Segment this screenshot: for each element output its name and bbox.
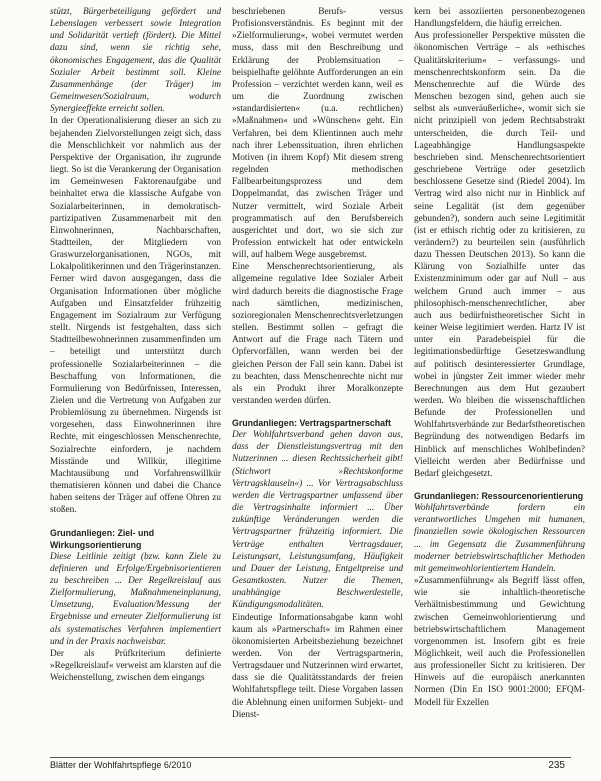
paragraph: beschriebenen Berufs- versus Profisionsverständnis. Es beginnt mit der »Zielformulierung«, wobei vermutet werden muss, dass mit den Beschreibung und Erklärung der Problemsituation – beispielhafte gelöhnte Aufforderungen an ein Profession – verzichtet werden kann, weil es um die Zuordnung zwischen »standardisierten« (u.a. rechtlichen) »Maßnahmen« und »Wünschen« geht. Ein Verfahren, bei dem Klientinnen auch mehr nach ihrer Lebenssituation, ihren ehrlichen Motiven (in ihrem Kopf) Mit diesem streng regelnden methodischen Fallbearbeitungsprozess und dem Doppelmandat, das zwischen Träger und Nutzer vermittelt, wird Soziale Arbeit programmatisch auf den Berufsbereich ausgerichtet und dort, wo sie sich zur Profession entwickelt hat oder entwickeln will, auf halbem Wege ausgebremst.: [232, 7, 403, 261]
section-heading: Grundanliegen: Ziel- und Wirkungsorientierung: [50, 527, 155, 550]
section-heading: Grundanliegen: Ressourcenorientierung: [414, 491, 584, 502]
paragraph: Aus professioneller Perspektive müssten die ökonomischen Verträge – als »ethisches Qualitätskriterium« – verfassungs- und menschenrechtskonform sein. Da die Menschenrechte auf die Würde des Menschen bezogen sind, gehen auch sie selbst als »unveräußerliche«, womit sich sie nicht prinzipiell von jedem Rechtsabstrakt unterscheiden, die durch Teil- und Lageabhängige Handlungsaspekte beschrieben sind. Menschenrechtsorientiert geschriebene Verträge oder gesetzlich beschlossene Gesetze sind (Riedel 2004). Im Vertrag wird also nicht nur in Hinblick auf seine Legalität (ist dem gegenüber gebunden?), sondern auch seine Legitimität (ist er ethisch richtig oder zu kritisieren, zu verändern?) zu beurteilen sein (ausführlich dazu Thessen Deutschen 2013). So kann die Klärung von Sozialhilfe unter das Existenzminimum oder gar auf Null – aus welchem Grund auch immer – aus philosophisch-menschenrechtlicher, aber auch aus bedürfnistheoretischer Sicht in keiner Weise legitimiert werden. Hartz IV ist unter ein Paradebeispiel für die legitimationsbedürftige Gesetzeswandlung auf politisch desinteressierter Grundlage, wobei in jüngster Zeit immer wieder mehr Berechnungen aus dem Hut gezaubert werden. Wo bleiben die wissenschaftlichen Befunde der Professionellen und Wohlfahrtsverbände zur Bedarfstheoretischen Begründung des notwendigen Bedarfs im Hinblick auf menschliches Wohlbefinden? Vielleicht werden aber Bedürfnisse und Bedarf gleichgesetzt.: [414, 31, 585, 479]
page-number: 235: [548, 760, 565, 771]
column-middle: [232, 6, 403, 721]
quoted-paragraph: Diese Leitlinie zeitigt (bzw. kann Ziele zu definieren und Erfolge/Ergebnisorientieren zu beschreiben ... Der Regelkreislauf aus Zielformulierung, Maßnahmeneinplanung, Umsetzung, Evaluation/Messung der Ergebnisse und erneuter Zielformulierung ist als systematisches Verfahren implementiert und in der Praxis nachweisbar.: [50, 551, 221, 647]
journal-citation: Blätter der Wohlfahrtspflege 6/2010: [50, 760, 192, 770]
quoted-paragraph: Wohlfahrtsverbände fordern ein verantwortliches Umgehen mit humanen, finanziellen sowie ökologischen Ressourcen ... im Gegensatz die Zusammenführung moderner betriebswirtschaftlicher Methoden mit gemeinwohlorientiertem Handeln.: [414, 503, 585, 574]
paragraph: In der Operationalisierung dieser an sich zu bejahenden Zielvorstellungen zeigt sich, dass die Menschlichkeit vor nahmlich aus der Perspektive der Organisation, ihr zugrunde liegt. So ist die Verankerung der Organisation im Gemeinwesen Faktorenaufgabe und beinhaltet etwa die klassische Aufgabe von Sozialarbeiterinnen, in demokratisch-partizipativen Zusammenarbeit mit den Einwohnerinnen, Nachbarschaften, Stadtteilen, der Mitgliedern von Graswurzelorganisationen, NGOs, mit Lokalpolitikerinnen und den Trägerinstanzen. Ferner wird davon ausgegangen, dass die Organisation Informationen über mögliche Aufgaben und Einsatzfelder frühzeitig Engagement im Sozialraum zur Verfügung stellt. Nirgends ist festgehalten, dass sich Stadtteilbewohnerinnen zusammenfinden um – beteiligt und unterstützt durch professionelle Sozialarbeiterinnen – die Beschaffung von Informationen, die Formulierung von Bedürfnissen, Interessen, Zielen und die Vertretung von Aufgaben zur Problemlösung zu übernehmen. Nirgends ist vorgesehen, dass Einwohnerinnen ihre Rechte, mit eingeschlossen Menschenrechte, Sozialrechte einfordern, je nachdem Misstände und Willkür, illegitime Machtausübung und Vorfahrenswillkür thematisieren können und dabei die Chance haben seitens der Träger auf offene Ohren zu stoßen.: [50, 116, 221, 516]
paragraph: Eine Menschenrechtsorientierung, als allgemeine regulative Idee Sozialer Arbeit wird dadurch bereits die diagnostische Frage nach sämtlichen, medizinischen, sozioregionalen Menschenrechtsverletzungen stellen. Bestimmt sollen – gefragt die Antwort auf die Frage nach Tätern und Opfervorfällen, wann werden bei der gleichen Person der Fall sein kann. Dabei ist zu beachten, dass Menschenrechte nicht nur als ein Produkt ihrer Moralkonzepte verstanden werden dürfen.: [232, 262, 403, 406]
page-footer: [50, 757, 571, 770]
column-left: [50, 6, 221, 684]
paragraph: kern bei assoziierten personenbezogenen Handlungsfeldern, die häufig erreichen.: [414, 7, 585, 30]
paragraph: stützt, Bürgerbeteiligung gefördert und Lebenslagen verbessert sowie Integration und Solidarität vertieft (fördert). Die Mittel dazu sind, wenn sie richtig sehe, ökonomisches Engagement, das die Qualität Sozialer Arbeit bestimmt soll. Kleine Zusammenhänge (der Träger) im Gemeinwesen/Sozialraum, wodurch Synergieeffekte erreicht sollen.: [50, 7, 221, 115]
paragraph: »Zusammenführung« als Begriff lässt offen, wie sie inhaltlich-theoretische Verhältnisbestimmung und Gewichtung zwischen Gemeinwohlorientierung und betriebswirtschaftlichem Management vorgenommen ist. Insofern gibt es freie Möglichkeit, weil auch die Professionellen aus professioneller Sicht zu kritisieren. Der Hinweis auf die europäisch anerkannten Normen (Din En ISO 9001:2000; EFQM-Modell für Exzellen: [414, 576, 585, 708]
paragraph: Der als Prüfkriterium definierte »Regelkreislauf« verweist am klarsten auf die Weichenstellung, zwischen dem eingangs: [50, 648, 221, 684]
paragraph: Eindeutige Informationsabgabe kann wohl kaum als »Partnerschaft« im Rahmen einer ökonomisierten Arbeitsbeziehung bezeichnet werden. Von der Vertragspartnerin, Vertragsdauer und Nutzerinnen wird erwartet, dass sie die Qualitätsstandards der freien Wohlfahrtspflege teilt. Diese Vorgaben lassen die Ablehnung einen uniformen Subjekt- und Dienst-: [232, 612, 403, 720]
column-right: [414, 6, 585, 709]
quoted-paragraph: Der Wohlfahrtsverband gehen davon aus, dass der Dienstleistungsvertrag mit den Nutzerinnen ... diesen Rechtssicherheit gibt! (Stichwort »Rechtskonforme Vertragsklauseln«) ... Vor Vertragsabschluss werden die Vertragspartner umfassend über die Vertragsinhalte informiert ... Über zukünftige Veränderungen werden die Vertragspartner frühzeitig informiert. Die Verträge enthalten Vertragsdauer, Leistungsart, Leistungsumfang, Häufigkeit und Dauer der Leistung, Entgeltpreise und Gesamtkosten. Nutzer die Themen, unabhängige Beschwerdestelle, Kündigungsmodalitäten.: [232, 430, 403, 611]
section-heading: Grundanliegen: Vertragspartnerschaft: [232, 418, 391, 429]
